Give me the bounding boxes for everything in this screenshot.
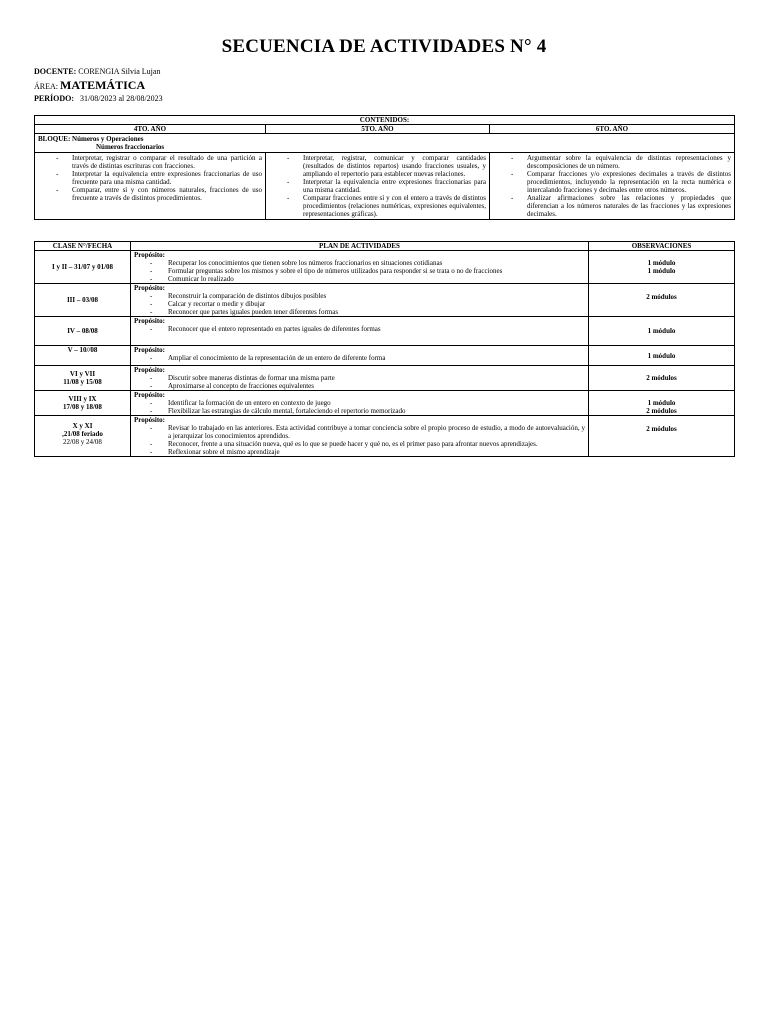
plan-cell: [131, 416, 589, 457]
col-header-clase: CLASE N°/FECHA: [35, 242, 131, 251]
periodo-line: [34, 94, 163, 103]
plan-cell: [131, 346, 589, 366]
list-item: - Flexibilizar las estrategias de cálculo mental, fortaleciendo el repertorio memorizado: [168, 407, 585, 415]
list-item: - Argumentar sobre la equivalencia de distintas representaciones y descomposiciones de un número.: [527, 154, 731, 170]
activity-list: [134, 354, 585, 362]
obs-value: 1 módulo: [647, 259, 676, 267]
clase-label: I y II – 31/07 y 01/08: [51, 263, 114, 271]
col-header-plan: PLAN DE ACTIVIDADES: [131, 242, 589, 251]
list-4to: [38, 154, 262, 202]
list-item: - Interpretar la equivalencia entre expresiones fraccionarias para una misma cantidad.: [303, 178, 486, 194]
area-value: MATEMÁTICA: [60, 78, 146, 92]
activity-list: [134, 399, 585, 415]
clase-date: 11/08 y 15/08: [63, 378, 102, 386]
page-title: SECUENCIA DE ACTIVIDADES N° 4: [221, 36, 547, 57]
plan-cell: [131, 251, 589, 284]
clase-cell: [35, 317, 131, 346]
clase-cell: [35, 366, 131, 391]
obs-value: 2 módulos: [646, 407, 677, 415]
list-item: - Comunicar lo realizado: [168, 275, 585, 283]
clase-date: 17/08 y 18/08: [63, 403, 102, 411]
clase-date: 22/08 y 24/08: [63, 438, 102, 446]
list-item: - Comparar fracciones entre sí y con el entero a través de distintos procedimientos (relaciones numéricas, expresiones equivalentes, representaciones gráficas).: [303, 194, 486, 218]
list-item: - Reconocer, frente a una situación nueva, qué es lo que se puede hacer y qué no, es el primer paso para afrontar nuevos aprendizajes.: [168, 440, 585, 448]
list-5to: [269, 154, 486, 218]
activity-list: [134, 259, 585, 283]
list-6to: [493, 154, 731, 218]
docente-line: DOCENTE: CORENGIA Silvia Lujan: [34, 67, 161, 76]
list-item: - Reflexionar sobre el mismo aprendizaje: [168, 448, 585, 456]
clase-label: VIII y IX: [68, 395, 97, 403]
table-row: [35, 317, 735, 346]
contenidos-table: [34, 115, 735, 220]
clase-cell: [35, 346, 131, 366]
bloque-cell: [35, 134, 735, 153]
list-item: - Revisar lo trabajado en las anteriores. Esta actividad contribuye a tomar conciencia sobre el propio proceso de estudio, a modo de autoevaluación, y a jerarquizar los conocimientos aprendidos.: [168, 424, 585, 440]
list-item: - Reconocer que el entero representado en partes iguales de diferentes formas: [168, 325, 585, 333]
obs-value: 1 módulo: [647, 399, 676, 407]
proposito-label: Propósito:: [134, 391, 165, 399]
list-item: - Reconstruir la comparación de distintos dibujos posibles: [168, 292, 585, 300]
activity-list: [134, 424, 585, 456]
plan-cell: [131, 391, 589, 416]
col-5to: [266, 153, 490, 220]
activity-list: [134, 292, 585, 316]
plan-cell: [131, 284, 589, 317]
list-item: - Aproximarse al concepto de fracciones equivalentes: [168, 382, 585, 390]
col-header-obs: OBSERVACIONES: [589, 242, 735, 251]
table-row: [35, 284, 735, 317]
proposito-label: Propósito:: [134, 284, 165, 292]
list-item: - Interpretar la equivalencia entre expresiones fraccionarias de uso frecuente para una misma cantidad.: [72, 170, 262, 186]
year-header-4: 4TO. AÑO: [35, 125, 266, 134]
obs-cell: [589, 366, 735, 391]
plan-cell: [131, 317, 589, 346]
obs-value: 2 módulos: [646, 293, 677, 301]
list-item: - Formular preguntas sobre los mismos y sobre el tipo de números utilizados para responder si se trata o no de fracciones: [168, 267, 585, 275]
plan-table: [34, 241, 735, 457]
activity-list: [134, 325, 585, 333]
table-row: [35, 366, 735, 391]
docente-label: DOCENTE: [34, 67, 74, 76]
list-item: - Recuperar los conocimientos que tienen sobre los números fraccionarios en situaciones cotidianas: [168, 259, 585, 267]
clase-date: ,21/08 feriado: [62, 430, 103, 438]
proposito-label: Propósito:: [134, 366, 165, 374]
obs-value: 2 módulos: [646, 425, 677, 433]
obs-value: 1 módulo: [647, 327, 676, 335]
list-item: - Comparar fracciones y/o expresiones decimales a través de distintos procedimientos, incluyendo la representación en la recta numérica e intercalando fracciones y decimales entre otros números.: [527, 170, 731, 194]
clase-label: VI y VII: [69, 370, 96, 378]
proposito-label: Propósito:: [134, 346, 165, 354]
clase-cell: [35, 284, 131, 317]
subbloque-label: Números fraccionarios: [96, 143, 165, 151]
proposito-label: Propósito:: [134, 317, 165, 325]
clase-label: V – 10//08: [67, 346, 98, 354]
plan-cell: [131, 366, 589, 391]
clase-cell: [35, 251, 131, 284]
table-row: [35, 391, 735, 416]
bloque-label: BLOQUE: [38, 135, 68, 143]
table-row: [35, 251, 735, 284]
bloque-value: : Números y Operaciones: [67, 135, 144, 143]
obs-value: 1 módulo: [647, 351, 676, 360]
area-label: ÁREA:: [34, 82, 58, 91]
year-header-5: 5TO. AÑO: [266, 125, 490, 134]
obs-cell: [589, 317, 735, 346]
col-4to: [35, 153, 266, 220]
clase-label: III – 03/08: [66, 296, 99, 304]
docente-value: CORENGIA Silvia Lujan: [78, 67, 161, 76]
periodo-label: PERÍODO:: [34, 94, 74, 103]
list-item: - Comparar, entre sí y con números naturales, fracciones de uso frecuente a través de distintos procedimientos.: [72, 186, 262, 202]
obs-value: 2 módulos: [646, 374, 677, 382]
clase-cell: [35, 391, 131, 416]
clase-label: IV – 08/08: [67, 327, 98, 335]
contenidos-header: CONTENIDOS:: [35, 116, 735, 125]
proposito-label: Propósito:: [134, 251, 165, 259]
list-item: - Identificar la formación de un entero en contexto de juego: [168, 399, 585, 407]
list-item: - Interpretar, registrar o comparar el resultado de una partición a través de distintas escrituras con fracciones.: [72, 154, 262, 170]
table-row: [35, 416, 735, 457]
obs-cell: [589, 416, 735, 457]
list-item: - Interpretar, registrar, comunicar y comparar cantidades (resultados de distintos repartos) usando fracciones usuales, y ampliando el repertorio para establecer nuevas relaciones.: [303, 154, 486, 178]
col-6to: [490, 153, 735, 220]
list-item: - Ampliar el conocimiento de la representación de un entero de diferente forma: [168, 354, 585, 362]
list-item: - Calcar y recortar o medir y dibujar: [168, 300, 585, 308]
list-item: - Reconocer que partes iguales pueden tener diferentes formas: [168, 308, 585, 316]
obs-cell: [589, 391, 735, 416]
obs-cell: [589, 346, 735, 366]
obs-value: 1 módulo: [647, 267, 676, 275]
activity-list: [134, 374, 585, 390]
proposito-label: Propósito:: [134, 416, 165, 424]
clase-cell: [35, 416, 131, 457]
area-line: [34, 78, 145, 93]
list-item: - Discutir sobre maneras distintas de formar una misma parte: [168, 374, 585, 382]
year-header-6: 6TO. AÑO: [490, 125, 735, 134]
periodo-value: 31/08/2023 al 28/08/2023: [80, 94, 163, 103]
obs-cell: [589, 284, 735, 317]
table-row: [35, 346, 735, 366]
obs-cell: [589, 251, 735, 284]
list-item: - Analizar afirmaciones sobre las relaciones y propiedades que diferencian a los números naturales de las fracciones y las expresiones decimales.: [527, 194, 731, 218]
clase-label: X y XI: [72, 422, 93, 430]
